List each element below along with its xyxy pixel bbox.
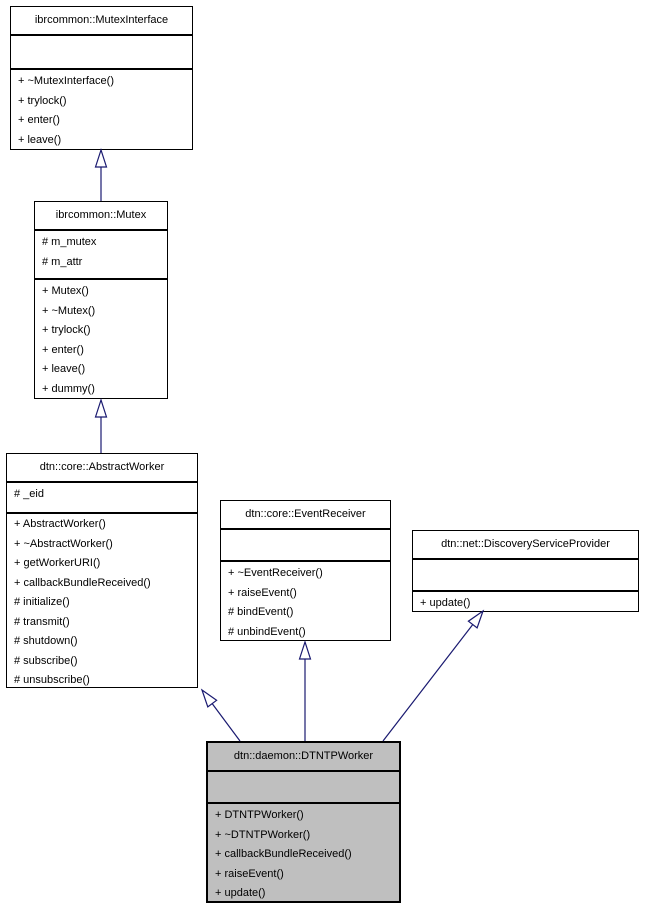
class-name: dtn::core::AbstractWorker: [7, 454, 197, 483]
method-row: + getWorkerURI(): [14, 557, 101, 569]
methods-compartment: [413, 592, 638, 611]
attributes-compartment: [413, 560, 638, 592]
method-row: # bindEvent(): [228, 606, 294, 618]
attribute-row: # m_attr: [42, 255, 83, 268]
attributes-compartment: [11, 36, 192, 70]
class-name: ibrcommon::Mutex: [35, 202, 167, 231]
method-row: + trylock(): [42, 324, 91, 336]
attribute-row: # _eid: [14, 488, 44, 500]
method-row: + AbstractWorker(): [14, 518, 106, 530]
class-box-dtn-core-eventreceiver[interactable]: [220, 500, 391, 641]
method-row: + enter(): [18, 114, 60, 126]
attribute-row: # m_mutex: [42, 236, 97, 248]
attributes-compartment: [221, 530, 390, 562]
inheritance-arrow-dtntpworker-to-discoveryserviceprovider: [383, 611, 483, 741]
method-row: + Mutex(): [42, 285, 89, 297]
method-row: + ~Mutex(): [42, 304, 96, 317]
methods-compartment: [221, 562, 390, 640]
methods-compartment: [35, 280, 167, 398]
method-row: + update(): [420, 597, 471, 609]
method-row: + callbackBundleReceived(): [215, 848, 352, 860]
class-box-dtn-core-abstractworker[interactable]: [6, 453, 198, 688]
method-row: # shutdown(): [14, 635, 78, 647]
method-row: # unsubscribe(): [14, 674, 90, 686]
method-row: + ~EventReceiver(): [228, 567, 323, 579]
class-box-ibrcommon-mutexinterface[interactable]: [10, 6, 193, 150]
hollow-triangle-arrowhead: [300, 642, 311, 659]
class-name: dtn::daemon::DTNTPWorker: [208, 743, 399, 772]
methods-compartment: [11, 70, 192, 149]
hollow-triangle-arrowhead: [202, 690, 217, 707]
method-row: + enter(): [42, 343, 84, 356]
hollow-triangle-arrowhead: [96, 150, 107, 167]
attributes-compartment: [35, 231, 167, 280]
class-box-dtn-daemon-dtntpworker[interactable]: [206, 741, 401, 903]
class-name: dtn::core::EventReceiver: [221, 501, 390, 530]
method-row: + raiseEvent(): [215, 867, 284, 880]
inheritance-arrow-dtntpworker-to-eventreceiver: [300, 642, 311, 741]
method-row: + ~AbstractWorker(): [14, 537, 113, 550]
inheritance-arrow-abstractworker-to-mutex: [96, 400, 107, 453]
method-row: + leave(): [18, 133, 62, 146]
attributes-compartment: [208, 772, 399, 804]
method-row: + update(): [215, 887, 266, 899]
hollow-triangle-arrowhead: [468, 611, 483, 628]
method-row: + DTNTPWorker(): [215, 809, 304, 821]
method-row: # initialize(): [14, 596, 70, 608]
method-row: + trylock(): [18, 94, 67, 107]
method-row: # subscribe(): [14, 654, 78, 667]
method-row: + callbackBundleReceived(): [14, 576, 151, 589]
method-row: + raiseEvent(): [228, 586, 297, 599]
methods-compartment: [208, 804, 399, 901]
class-name: ibrcommon::MutexInterface: [11, 7, 192, 36]
class-name: dtn::net::DiscoveryServiceProvider: [413, 531, 638, 560]
class-box-ibrcommon-mutex[interactable]: [34, 201, 168, 399]
method-row: # transmit(): [14, 615, 70, 628]
methods-compartment: [7, 514, 197, 687]
attributes-compartment: [7, 483, 197, 514]
method-row: + dummy(): [42, 382, 95, 395]
method-row: + leave(): [42, 363, 86, 375]
hollow-triangle-arrowhead: [96, 400, 107, 417]
method-row: + ~MutexInterface(): [18, 75, 114, 87]
inheritance-arrow-dtntpworker-to-abstractworker: [202, 690, 240, 741]
inheritance-arrow-mutex-to-mutexinterface: [96, 150, 107, 201]
method-row: # unbindEvent(): [228, 625, 306, 638]
class-box-dtn-net-discoveryserviceprovider[interactable]: [412, 530, 639, 612]
method-row: + ~DTNTPWorker(): [215, 828, 311, 841]
